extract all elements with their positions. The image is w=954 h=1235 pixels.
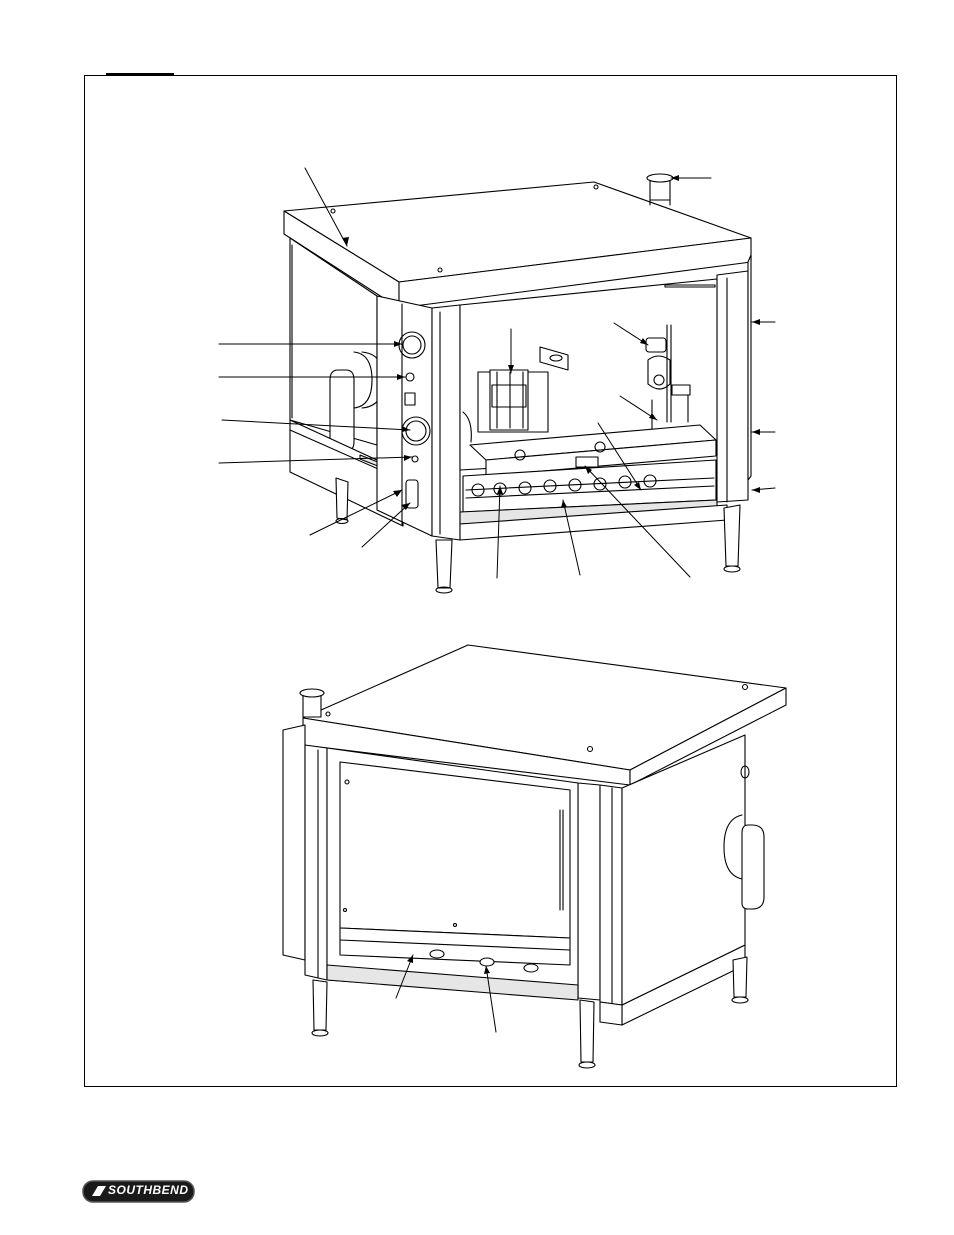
logo-text: SOUTHBEND [108, 1183, 189, 1197]
upper-cabinet-view [284, 174, 751, 593]
southbend-logo-wrap [82, 1180, 195, 1203]
lower-cabinet-view [283, 645, 786, 1068]
